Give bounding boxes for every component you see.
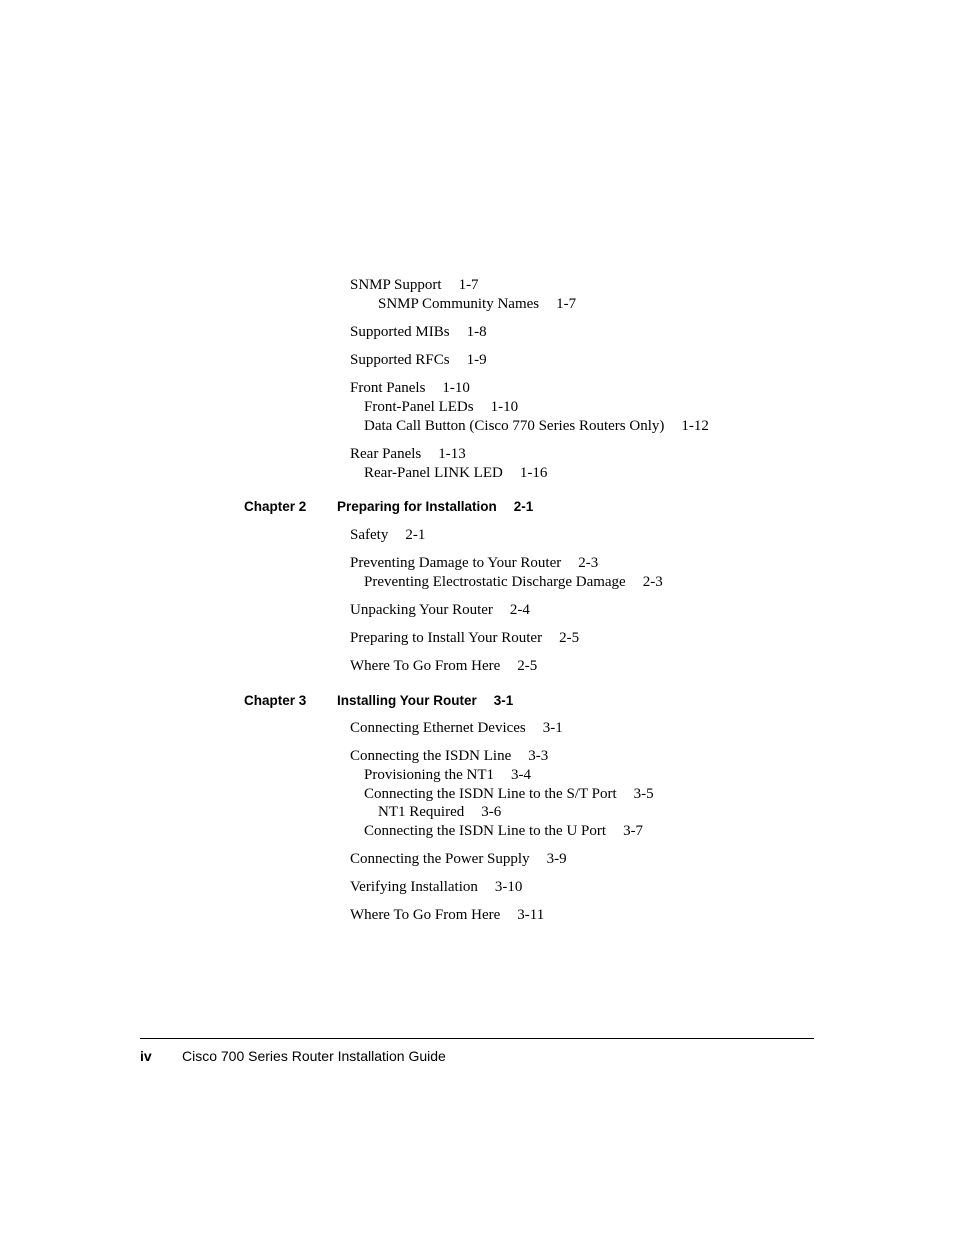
toc-entry[interactable] [364, 822, 643, 840]
toc-entry[interactable] [350, 276, 479, 294]
toc-entry-title: Front Panels [350, 380, 426, 396]
footer-page-number: iv [140, 1048, 152, 1064]
toc-entry-title: SNMP Community Names [378, 296, 540, 312]
toc-entry-title: Provisioning the NT1 [364, 767, 494, 783]
chapter-page: 2-1 [513, 499, 534, 514]
toc-entry-title: Front-Panel LEDs [364, 399, 474, 415]
chapter-title: Preparing for Installation [337, 499, 497, 514]
toc-entry-page: 3-5 [633, 786, 654, 802]
toc-entry-page: 1-9 [466, 352, 487, 368]
chapter-page: 3-1 [493, 693, 514, 708]
toc-entry-page: 3-1 [542, 720, 563, 736]
chapter-label: Chapter 3 [244, 693, 307, 708]
toc-entry-page: 3-7 [623, 823, 644, 839]
toc-entry[interactable] [350, 601, 530, 619]
toc-entry[interactable] [364, 766, 531, 784]
toc-entry-page: 1-8 [466, 324, 487, 340]
toc-entry[interactable] [350, 878, 522, 896]
toc-entry-title: Verifying Installation [350, 879, 478, 895]
toc-entry-title: Preparing to Install Your Router [350, 630, 543, 646]
toc-entry-page: 1-10 [442, 380, 470, 396]
toc-entry-title: Connecting the ISDN Line to the S/T Port [364, 786, 617, 802]
toc-entry-page: 2-5 [559, 630, 580, 646]
toc-entry[interactable] [378, 803, 501, 821]
toc-entry-page: 3-3 [528, 748, 549, 764]
toc-entry[interactable] [350, 719, 563, 737]
toc-entry-title: Where To Go From Here [350, 658, 501, 674]
toc-entry-page: 2-4 [509, 602, 530, 618]
toc-entry-page: 1-12 [681, 418, 709, 434]
toc-entry-title: Connecting the ISDN Line to the U Port [364, 823, 607, 839]
toc-entry-title: SNMP Support [350, 277, 442, 293]
toc-entry[interactable] [364, 573, 663, 591]
toc-entry-title: NT1 Required [378, 804, 465, 820]
toc-entry-page: 2-3 [642, 574, 663, 590]
toc-entry-page: 3-11 [517, 907, 545, 923]
toc-entry-page: 2-1 [405, 527, 426, 543]
toc-entry-title: Safety [350, 527, 389, 543]
toc-entry[interactable] [350, 554, 598, 572]
toc-entry-title: Connecting the Power Supply [350, 851, 530, 867]
toc-entry[interactable] [378, 295, 576, 313]
toc-entry-page: 3-4 [511, 767, 531, 783]
footer-book-title: Cisco 700 Series Router Installation Guide [182, 1048, 446, 1064]
toc-entry[interactable] [350, 379, 470, 397]
toc-entry[interactable] [350, 747, 548, 765]
toc-entry[interactable] [350, 629, 579, 647]
chapter-heading[interactable] [337, 693, 513, 709]
toc-entry[interactable] [350, 657, 537, 675]
toc-entry-page: 1-7 [458, 277, 479, 293]
toc-entry-page: 2-5 [517, 658, 538, 674]
toc-entry-title: Connecting the ISDN Line [350, 748, 512, 764]
toc-entry[interactable] [364, 464, 547, 482]
toc-entry-page: 2-3 [578, 555, 599, 571]
toc-entry[interactable] [350, 445, 466, 463]
toc-entry-title: Unpacking Your Router [350, 602, 493, 618]
toc-entry-title: Supported MIBs [350, 324, 450, 340]
chapter-title: Installing Your Router [337, 693, 477, 708]
toc-entry-title: Preventing Damage to Your Router [350, 555, 562, 571]
toc-entry[interactable] [350, 351, 487, 369]
toc-entry-title: Rear Panels [350, 446, 422, 462]
toc-entry-page: 3-9 [546, 851, 567, 867]
toc-entry[interactable] [350, 526, 425, 544]
toc-entry-title: Preventing Electrostatic Discharge Damage [364, 574, 626, 590]
toc-entry[interactable] [364, 417, 709, 435]
toc-entry-title: Where To Go From Here [350, 907, 501, 923]
chapter-label: Chapter 2 [244, 499, 307, 514]
toc-entry-title: Supported RFCs [350, 352, 450, 368]
toc-entry-page: 1-16 [519, 465, 548, 481]
toc-entry-page: 3-10 [494, 879, 523, 895]
toc-entry-title: Connecting Ethernet Devices [350, 720, 526, 736]
toc-entry[interactable] [364, 785, 654, 803]
toc-entry[interactable] [364, 398, 518, 416]
toc-entry[interactable] [350, 906, 544, 924]
toc-entry-page: 1-10 [490, 399, 519, 415]
toc-entry-page: 1-7 [556, 296, 577, 312]
footer-divider [140, 1038, 814, 1039]
toc-entry-title: Data Call Button (Cisco 770 Series Routers Only) [364, 418, 665, 434]
toc-entry-page: 3-6 [481, 804, 502, 820]
toc-entry[interactable] [350, 323, 487, 341]
toc-entry[interactable] [350, 850, 567, 868]
chapter-heading[interactable] [337, 499, 533, 515]
toc-entry-page: 1-13 [438, 446, 466, 462]
toc-entry-title: Rear-Panel LINK LED [364, 465, 503, 481]
